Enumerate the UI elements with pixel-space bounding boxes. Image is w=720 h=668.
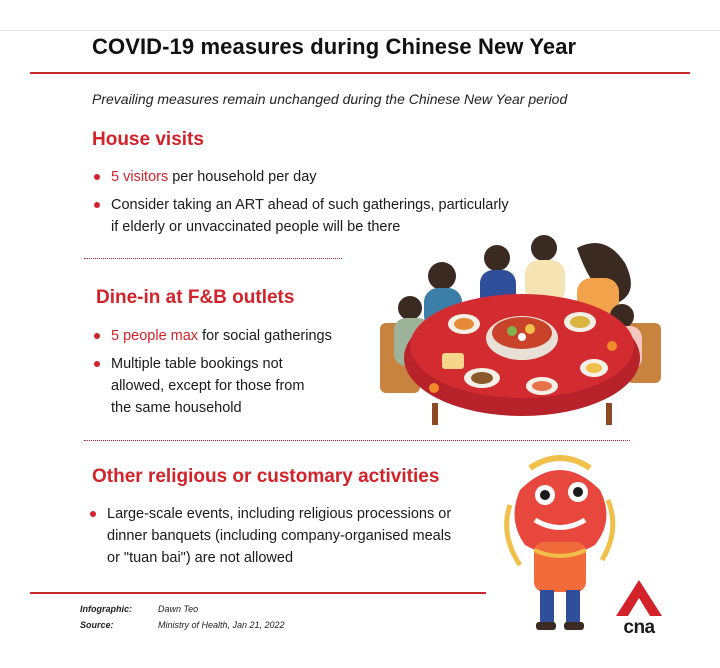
top-divider — [0, 30, 720, 31]
bullet-dot — [90, 511, 96, 517]
cna-logo-icon — [614, 580, 664, 616]
bullet-text: Consider taking an ART ahead of such gatherings, particularly — [111, 197, 509, 213]
title-underline — [30, 72, 690, 74]
bullet-text: for social gatherings — [198, 328, 332, 344]
bullet-dot — [94, 361, 100, 367]
bullet-text: Multiple table bookings not — [111, 356, 283, 372]
bullet-text: Large-scale events, including religious processions or — [107, 506, 452, 522]
bullet-text-line2: dinner banquets (including company-organised meals — [107, 528, 452, 544]
section-divider — [84, 440, 630, 441]
highlight-text: 5 people max — [111, 328, 199, 344]
source-label: Source: — [80, 620, 114, 630]
bullet-dot — [94, 202, 100, 208]
section-divider — [84, 258, 342, 259]
page-subtitle: Prevailing measures remain unchanged during the Chinese New Year period — [92, 91, 568, 107]
source-value: Ministry of Health, Jan 21, 2022 — [158, 620, 285, 630]
bullet-text: per household per day — [168, 169, 317, 185]
bullet-text-line3: the same household — [111, 400, 242, 416]
lion-dance-illustration — [500, 450, 620, 640]
list-item — [94, 166, 317, 188]
section-heading-house-visits: House visits — [92, 129, 204, 150]
bullet-text-line3: or "tuan bai") are not allowed — [107, 550, 294, 566]
bullet-dot — [94, 333, 100, 339]
list-item — [90, 503, 451, 569]
highlight-text: 5 visitors — [111, 169, 169, 185]
section-heading-religious: Other religious or customary activities — [92, 466, 440, 487]
reunion-dinner-illustration — [372, 228, 672, 428]
footer-rule — [30, 592, 486, 594]
page-title: COVID-19 measures during Chinese New Year — [92, 34, 577, 59]
list-item — [94, 353, 304, 419]
bullet-text-line2: if elderly or unvaccinated people will be there — [111, 219, 401, 235]
bullet-text-line2: allowed, except for those from — [111, 378, 305, 394]
bullet-dot — [94, 174, 100, 180]
section-heading-dine-in: Dine-in at F&B outlets — [96, 287, 295, 308]
cna-logo-text: cna — [623, 617, 655, 638]
list-item — [94, 325, 332, 347]
infographic-credit: Dawn Teo — [158, 604, 199, 614]
cna-logo — [614, 580, 664, 636]
infographic-label: Infographic: — [80, 604, 132, 614]
